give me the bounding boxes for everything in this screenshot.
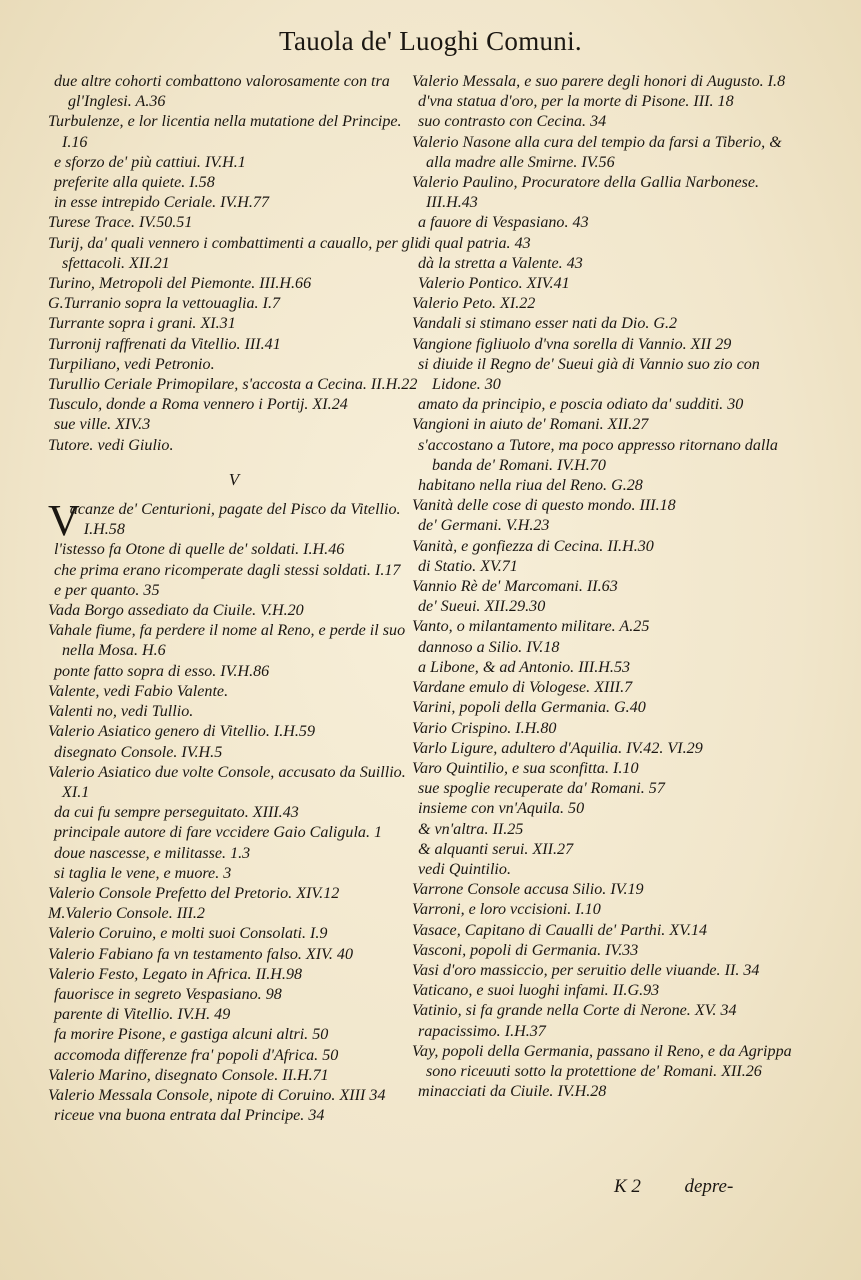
index-entry: Vardane emulo di Vologese. XIII.7	[412, 679, 633, 697]
index-entry: suo contrasto con Cecina. 34	[418, 113, 607, 131]
index-entry: due altre cohorti combattono valorosamente con tra gl'Inglesi. A.36	[54, 73, 390, 111]
index-entry: Valerio Console Prefetto del Pretorio. XIV.12	[48, 884, 340, 902]
index-entry: Vahale fiume, fa perdere il nome al Reno, e perde il suo nella Mosa. H.6	[48, 622, 406, 660]
index-entry: & alquanti serui. XII.27	[418, 840, 574, 858]
index-entry: parente di Vitellio. IV.H. 49	[54, 1006, 231, 1024]
index-entry: M.Valerio Console. III.2	[48, 905, 205, 923]
index-entry: preferite alla quiete. I.58	[54, 174, 215, 192]
index-entry: Valerio Asiatico due volte Console, accusato da Suillio. XI.1	[48, 763, 406, 801]
index-entry: sue ville. XIV.3	[54, 416, 151, 434]
index-entry: l'istesso fa Otone di quelle de' soldati. I.H.46	[54, 541, 345, 559]
index-entry: principale autore di fare vccidere Gaio Caligula. 1	[54, 824, 383, 842]
index-entry: Valerio Peto. XI.22	[412, 295, 536, 313]
index-entry: Vandali si stimano esser nati da Dio. G.2	[412, 315, 678, 333]
index-entry: si taglia le vene, e muore. 3	[54, 864, 232, 882]
index-entry: da cui fu sempre perseguitato. XIII.43	[54, 804, 299, 822]
index-entry: Vay, popoli della Germania, passano il Reno, e da Agrippa sono riceuuti sotto la protettione de' Romani. XII.26	[412, 1042, 792, 1080]
index-entry: Turronij raffrenati da Vitellio. III.41	[48, 335, 281, 353]
section-heading: V	[228, 469, 240, 489]
index-entry: Vanto, o milantamento militare. A.25	[412, 618, 650, 636]
index-entry: Turrante sopra i grani. XI.31	[48, 315, 236, 333]
index-entry: Vasi d'oro massiccio, per seruitio delle viuande. II. 34	[412, 961, 760, 979]
drop-cap: V	[48, 496, 80, 546]
index-entry: di qual patria. 43	[418, 234, 531, 252]
index-entry: Valerio Coruino, e molti suoi Consolati. I.9	[48, 925, 328, 943]
index-entry: Valerio Fabiano fa vn testamento falso. XIV. 40	[48, 945, 354, 963]
index-entry: Vada Borgo assediato da Ciuile. V.H.20	[48, 602, 304, 620]
index-entry: Vangione figliuolo d'vna sorella di Vannio. XII 29	[412, 335, 732, 353]
index-entry: Valenti no, vedi Tullio.	[48, 703, 194, 721]
index-entry: Turpiliano, vedi Petronio.	[48, 355, 215, 373]
index-entry: d'vna statua d'oro, per la morte di Pisone. III. 18	[418, 93, 734, 111]
index-entry: a Libone, & ad Antonio. III.H.53	[418, 658, 631, 676]
index-entry: Varroni, e loro vccisioni. I.10	[412, 901, 601, 919]
index-entry: fa morire Pisone, e gastiga alcuni altri. 50	[54, 1026, 329, 1044]
index-entry: Turbulenze, e lor licentia nella mutatione del Principe. I.16	[48, 113, 402, 151]
index-entry: habitano nella riua del Reno. G.28	[418, 477, 643, 495]
index-entry: che prima erano ricomperate dagli stessi soldati. I.17	[54, 561, 401, 579]
index-entry: ponte fatto sopra di esso. IV.H.86	[54, 662, 270, 680]
index-entry: doue nascesse, e militasse. 1.3	[54, 844, 251, 862]
index-entry: disegnato Console. IV.H.5	[54, 743, 223, 761]
index-entry: Varo Quintilio, e sua sconfitta. I.10	[412, 759, 639, 777]
index-entry: e per quanto. 35	[54, 581, 160, 599]
index-entry: Vanità, e gonfiezza di Cecina. II.H.30	[412, 537, 654, 555]
page-title: Tauola de' Luoghi Comuni.	[279, 26, 582, 56]
index-entry: Vangioni in aiuto de' Romani. XII.27	[412, 416, 649, 434]
index-entry: vedi Quintilio.	[418, 860, 511, 878]
index-entry: & vn'altra. II.25	[418, 820, 524, 838]
index-entry: Valerio Asiatico genero di Vitellio. I.H.59	[48, 723, 315, 741]
index-entry: e sforzo de' più cattiui. IV.H.1	[54, 153, 246, 171]
index-entry: Vario Crispino. I.H.80	[412, 719, 557, 737]
index-entry: Turullio Ceriale Primopilare, s'accosta a Cecina. II.H.22	[48, 376, 418, 394]
index-entry: Varini, popoli della Germania. G.40	[412, 699, 646, 717]
index-entry: Valerio Pontico. XIV.41	[418, 275, 570, 293]
index-entry: di Statio. XV.71	[418, 557, 518, 575]
index-entry: Tutore. vedi Giulio.	[48, 436, 174, 454]
first-entry-text: acanze de' Centurioni, pagate del Pisco da Vitellio. I.H.58	[69, 501, 401, 539]
index-entry: Valerio Nasone alla cura del tempio da farsi a Tiberio, & alla madre alle Smirne. IV.56	[412, 133, 782, 171]
index-entry: in esse intrepido Ceriale. IV.H.77	[54, 194, 270, 212]
index-entry: Varlo Ligure, adultero d'Aquilia. IV.42. VI.29	[412, 739, 703, 757]
left-entries-top	[48, 72, 420, 456]
index-entry: a fauore di Vespasiano. 43	[418, 214, 589, 232]
index-entry: sue spoglie recuperate da' Romani. 57	[418, 780, 665, 798]
index-entry: de' Sueui. XII.29.30	[418, 598, 546, 616]
index-entry: Valerio Festo, Legato in Africa. II.H.98	[48, 965, 303, 983]
index-entry: Tusculo, donde a Roma vennero i Portij. XI.24	[48, 396, 348, 414]
index-entry: Vannio Rè de' Marcomani. II.63	[412, 578, 618, 596]
index-entry: Valente, vedi Fabio Valente.	[48, 682, 229, 700]
index-entry: Valerio Marino, disegnato Console. II.H.71	[48, 1066, 329, 1084]
first-entry	[48, 496, 420, 546]
index-entry: Turij, da' quali vennero i combattimenti a cauallo, per gli sfettacoli. XII.21	[48, 234, 419, 272]
right-column	[412, 72, 792, 1102]
index-entry: Varrone Console accusa Silio. IV.19	[412, 881, 644, 899]
index-entry: minacciati da Ciuile. IV.H.28	[418, 1083, 607, 1101]
left-entries-bottom	[48, 540, 420, 1126]
catchword: depre-	[684, 1176, 734, 1197]
index-entry: fauorisce in segreto Vespasiano. 98	[54, 985, 282, 1003]
index-entry: Valerio Messala, e suo parere degli honori di Augusto. I.8	[412, 73, 786, 90]
index-entry: G.Turranio sopra la vettouaglia. I.7	[48, 295, 281, 313]
index-entry: Vaticano, e suoi luoghi infami. II.G.93	[412, 982, 660, 1000]
index-entry: Vanità delle cose di questo mondo. III.18	[412, 497, 676, 515]
page-footer	[614, 1176, 733, 1198]
index-entry: Valerio Messala Console, nipote di Coruino. XIII 34	[48, 1086, 386, 1104]
index-entry: dà la stretta a Valente. 43	[418, 254, 583, 272]
index-entry: Vatinio, si fa grande nella Corte di Nerone. XV. 34	[412, 1002, 737, 1020]
index-entry: Vasace, Capitano di Caualli de' Parthi. XV.14	[412, 921, 708, 939]
index-entry: insieme con vn'Aquila. 50	[418, 800, 585, 818]
index-entry: s'accostano a Tutore, ma poco appresso ritornano dalla banda de' Romani. IV.H.70	[418, 436, 778, 474]
index-entry: Valerio Paulino, Procuratore della Gallia Narbonese. III.H.43	[412, 174, 760, 212]
right-entries	[412, 72, 792, 1102]
left-column	[48, 72, 420, 1126]
index-entry: amato da principio, e poscia odiato da' sudditi. 30	[418, 396, 744, 414]
index-entry: Turino, Metropoli del Piemonte. III.H.66	[48, 275, 312, 293]
index-entry: dannoso a Silio. IV.18	[418, 638, 560, 656]
index-entry: accomoda differenze fra' popoli d'Africa. 50	[54, 1046, 339, 1064]
signature-mark: K 2	[614, 1176, 641, 1197]
index-entry: si diuide il Regno de' Sueui già di Vannio suo zio con Lidone. 30	[418, 355, 760, 394]
index-entry: de' Germani. V.H.23	[418, 517, 550, 535]
index-entry: Turese Trace. IV.50.51	[48, 214, 193, 232]
index-entry: rapacissimo. I.H.37	[418, 1022, 546, 1040]
index-entry: Vasconi, popoli di Germania. IV.33	[412, 941, 639, 959]
index-entry: riceue vna buona entrata dal Principe. 34	[54, 1107, 325, 1125]
